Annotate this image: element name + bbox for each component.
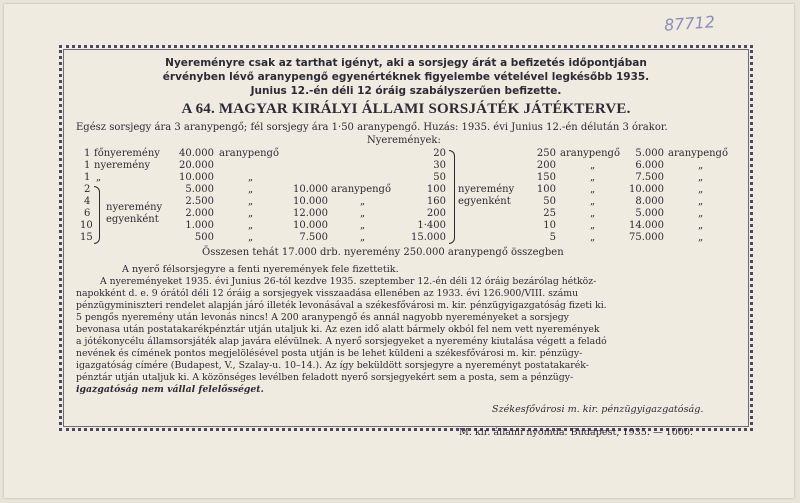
middle-label: nyeremény	[458, 184, 515, 195]
ditto-mark: „	[590, 160, 596, 171]
paragraph-line: nevének és címének pontos megjelölésével posta utján is be lehet küldeni a székesfővárosi m. kir. pénzügy-	[76, 348, 583, 359]
right-amount: 50	[543, 196, 556, 207]
right-total: 10.000	[629, 184, 664, 195]
document-title: A 64. MAGYAR KIRÁLYI ÁLLAMI SORSJÁTÉK JÁTÉKTERVE.	[181, 101, 631, 117]
middle-count: 1·400	[417, 220, 446, 231]
right-amount: 200	[536, 160, 556, 171]
middle-count: 30	[433, 160, 446, 171]
middle-count: 15.000	[411, 232, 446, 243]
document-frame	[59, 45, 753, 431]
paragraph-line: 5 pengős nyeremény után levonás nincs! A 200 aranypengő és annál nagyobb nyereményeket a sorsjegy	[76, 312, 569, 323]
prize-summary: Összesen tehát 17.000 drb. nyeremény 250.000 aranypengő összegben	[202, 247, 564, 258]
paragraph-line: a jótékonycélu államsorsjáték alap javára elévülnek. A nyerő sorsjegyeket a nyeremény kiutalása végett a feladó	[76, 336, 607, 347]
ditto-mark: „	[698, 184, 704, 195]
middle-label: egyenként	[458, 196, 511, 207]
left-total: 10.000	[293, 184, 328, 195]
right-amount: 100	[536, 184, 556, 195]
ditto-mark: „	[590, 208, 596, 219]
paragraph-line: pénztár utján utaljuk ki. A közönséges levélben feladott nyerő sorsjegyekért sem a posta, sem a pénzügy-	[76, 372, 574, 383]
paragraph-line: igazgatóság nem vállal felelősséget.	[76, 384, 264, 395]
left-count: 1	[84, 172, 91, 183]
left-count: 6	[84, 208, 91, 219]
ditto-mark: „	[248, 184, 254, 195]
ditto-mark: „	[698, 160, 704, 171]
left-count: 1	[84, 160, 91, 171]
left-amount: 10.000	[179, 172, 214, 183]
ditto-mark: „	[248, 172, 254, 183]
left-amount: 20.000	[179, 160, 214, 171]
right-total: 5.000	[635, 208, 664, 219]
paragraph-line: A nyereményeket 1935. évi Junius 26-tól kezdve 1935. szeptember 12.-én déli 12 óráig bezárólag hétköz-	[100, 276, 597, 287]
price-info: Egész sorsjegy ára 3 aranypengő; fél sorsjegy ára 1·50 aranypengő. Huzás: 1935. évi Junius 12.-én délután 3 órakor.	[76, 122, 668, 133]
right-unit: aranypengő	[560, 148, 620, 159]
left-count: 15	[80, 232, 93, 243]
right-amount: 150	[536, 172, 556, 183]
notice-line-1: Nyereményre csak az tarthat igényt, aki a sorsjegy árát a befizetés időpontjában	[165, 57, 647, 69]
printer-footer: M. kir. állami nyomda. Budapest, 1935. — 1000.	[459, 427, 694, 438]
ditto-mark: „	[248, 232, 254, 243]
right-total: 8.000	[635, 196, 664, 207]
right-total: 75.000	[629, 232, 664, 243]
right-amount: 10	[543, 220, 556, 231]
left-unit: aranypengő	[331, 184, 391, 195]
middle-count: 200	[426, 208, 446, 219]
ditto-mark: „	[248, 220, 254, 231]
left-label: nyeremény	[106, 202, 163, 213]
left-amount: 2.000	[185, 208, 214, 219]
middle-count: 100	[426, 184, 446, 195]
paragraph-line: igazgatóság címére (Budapest, V., Szalay-u. 10–14.). Az így beküldött sorsjegyre a nyereményt postatakarék-	[76, 360, 589, 371]
right-amount: 250	[536, 148, 556, 159]
left-amount: 5.000	[185, 184, 214, 195]
left-total: 10.000	[293, 220, 328, 231]
handwritten-note: 87712	[663, 12, 716, 35]
lottery-document	[4, 4, 794, 498]
right-total: 14.000	[629, 220, 664, 231]
ditto-mark: „	[590, 172, 596, 183]
paragraph-line: bevonasa után postatakarékpénztár utján utaljuk ki. Az ezen idő alatt bármely okból fel nem vett nyeremények	[76, 324, 600, 335]
left-count: 4	[84, 196, 91, 207]
middle-count: 20	[433, 148, 446, 159]
ditto-mark: „	[360, 220, 366, 231]
paragraph-line: A nyerő félsorsjegyre a fenti nyeremények fele fizettetik.	[122, 264, 399, 275]
notice-line-3: Junius 12.-én déli 12 óráig szabályszerűen befizette.	[250, 85, 562, 97]
ditto-mark: „	[698, 208, 704, 219]
ditto-mark: „	[248, 208, 254, 219]
ditto-mark: „	[360, 196, 366, 207]
right-amount: 25	[543, 208, 556, 219]
left-count: 1	[84, 148, 91, 159]
left-count: 2	[84, 184, 91, 195]
left-unit: aranypengő	[219, 148, 279, 159]
issuer-signature: Székesfővárosi m. kir. pénzügyigazgatóság.	[492, 404, 704, 415]
ditto-mark: „	[698, 196, 704, 207]
ditto-mark: „	[590, 220, 596, 231]
ditto-mark: „	[590, 196, 596, 207]
left-total: 7.500	[299, 232, 328, 243]
ditto-mark: „	[590, 232, 596, 243]
paragraph-line: napokként d. e. 9 órától déli 12 óráig a sorsjegyek visszaadása ellenében az 1933. évi 126.900/VIII. számu	[76, 288, 579, 299]
winnings-heading: Nyeremények:	[367, 135, 441, 146]
left-total: 12.000	[293, 208, 328, 219]
ditto-mark: „	[698, 220, 704, 231]
right-total: 5.000	[635, 148, 664, 159]
notice-line-2: érvényben lévő aranypengő egyenértéknek figyelembe vételével legkésőbb 1935.	[162, 71, 650, 83]
ditto-mark: „	[360, 232, 366, 243]
middle-count: 50	[433, 172, 446, 183]
left-label: „	[96, 172, 102, 183]
left-label: főnyeremény	[94, 148, 160, 159]
right-unit: aranypengő	[668, 148, 728, 159]
right-total: 7.500	[635, 172, 664, 183]
left-brace	[94, 186, 100, 244]
ditto-mark: „	[248, 196, 254, 207]
left-amount: 500	[194, 232, 214, 243]
paragraph-line: pénzügyminiszteri rendelet alapján járó illeték levonásával a székesfővárosi m. kir. pénzügyigazgatóság fizeti ki.	[76, 300, 607, 311]
ditto-mark: „	[698, 172, 704, 183]
ditto-mark: „	[698, 232, 704, 243]
left-amount: 40.000	[179, 148, 214, 159]
right-total: 6.000	[635, 160, 664, 171]
left-count: 10	[80, 220, 93, 231]
left-label: egyenként	[106, 214, 159, 225]
left-label: nyeremény	[94, 160, 151, 171]
middle-count: 160	[426, 196, 446, 207]
left-amount: 1.000	[185, 220, 214, 231]
right-amount: 5	[549, 232, 556, 243]
ditto-mark: „	[360, 208, 366, 219]
ditto-mark: „	[590, 184, 596, 195]
left-total: 10.000	[293, 196, 328, 207]
middle-brace	[449, 150, 455, 244]
left-amount: 2.500	[185, 196, 214, 207]
